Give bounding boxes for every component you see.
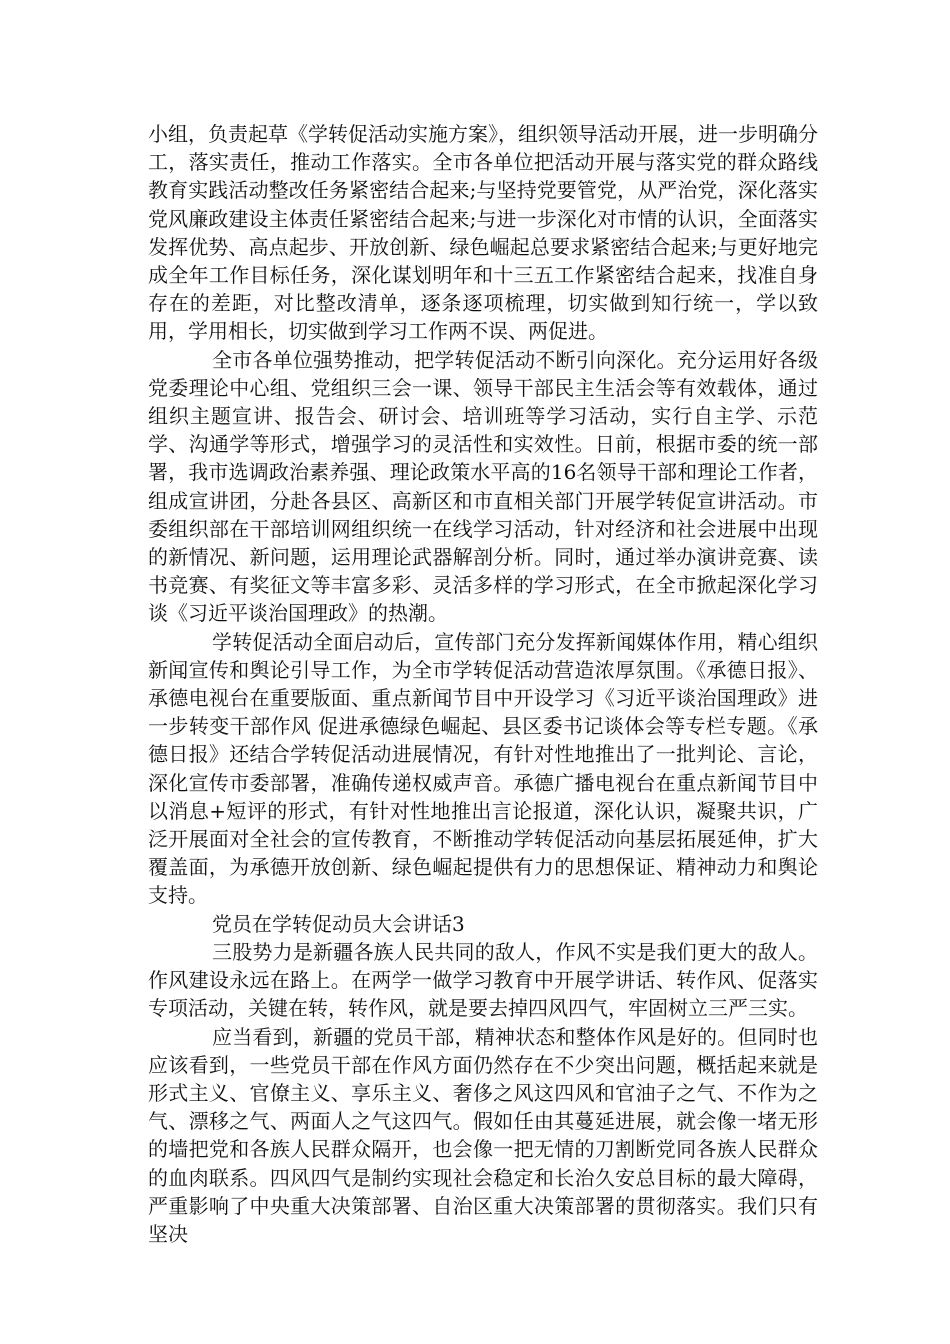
paragraph-study-promotion: 全市各单位强势推动，把学转促活动不断引向深化。充分运用好各级党委理论中心组、党组织三会一课、领导干部民主生活会等有效载体，通过组织主题宣讲、报告会、研讨会、培训班等学习活动，实行自主学、示范学、沟通学等形式，增强学习的灵活性和实效性。日前，根据市委的统一部署，我市选调政治素养强、理论政策水平高的16名领导干部和理论工作者，组成宣讲团，分赴各县区、高新区和市直相关部门开展学转促宣讲活动。市委组织部在干部培训网组织统一在线学习活动，针对经济和社会进展中出现的新情况、新问题，运用理论武器解剖分析。同时，通过举办演讲竞赛、读书竞赛、有奖征文等丰富多彩、灵活多样的学习形式，在全市掀起深化学习谈《习近平谈治国理政》的热潮。: [148, 347, 818, 626]
paragraph-continued: 小组，负责起草《学转促活动实施方案》，组织领导活动开展，进一步明确分工，落实责任，推动工作落实。全市各单位把活动开展与落实党的群众路线教育实践活动整改任务紧密结合起来;与坚持党要管党，从严治党，深化落实党风廉政建设主体责任紧密结合起来;与进一步深化对市情的认识，全面落实发挥优势、高点起步、开放创新、绿色崛起总要求紧密结合起来;与更好地完成全年工作目标任务，深化谋划明年和十三五工作紧密结合起来，找准自身存在的差距，对比整改清单，逐条逐项梳理，切实做到知行统一，学以致用，学用相长，切实做到学习工作两不误、两促进。: [148, 122, 818, 344]
paragraph-four-winds: 应当看到，新疆的党员干部，精神状态和整体作风是好的。但同时也应该看到，一些党员干部在作风方面仍然存在不少突出问题，概括起来就是形式主义、官僚主义、享乐主义、奢侈之风这四风和官油子之气、不作为之气、漂移之气、两面人之气这四气。假如任由其蔓延进展，就会像一堵无形的墙把党和各族人民群众隔开，也会像一把无情的刀割断党同各族人民群众的血肉联系。四风四气是制约实现社会稳定和长治久安总目标的最大障碍，严重影响了中央重大决策部署、自治区重大决策部署的贯彻落实。我们只有坚决: [148, 1024, 818, 1246]
paragraph-work-style: 三股势力是新疆各族人民共同的敌人，作风不实是我们更大的敌人。作风建设永远在路上。在两学一做学习教育中开展学讲话、转作风、促落实专项活动，关键在转，转作风，就是要去掉四风四气，牢固树立三严三实。: [148, 939, 818, 1021]
document-page: [148, 120, 818, 1248]
section-heading: 党员在学转促动员大会讲话3: [212, 911, 465, 936]
paragraph-publicity: 学转促活动全面启动后，宣传部门充分发挥新闻媒体作用，精心组织新闻宣传和舆论引导工作，为全市学转促活动营造浓厚氛围。《承德日报》、承德电视台在重要版面、重点新闻节目中开设学习《习近平谈治国理政》进一步转变干部作风 促进承德绿色崛起、县区委书记谈体会等专栏专题。《承德日报》还结合学转促活动进展情况，有针对性地推出了一批判论、言论，深化宣传市委部署，准确传递权威声音。承德广播电视台在重点新闻节目中以消息+短评的形式，有针对性地推出言论报道，深化认识，凝聚共识，广泛开展面对全社会的宣传教育，不断推动学转促活动向基层拓展延伸，扩大覆盖面，为承德开放创新、绿色崛起提供有力的思想保证、精神动力和舆论支持。: [148, 629, 818, 908]
